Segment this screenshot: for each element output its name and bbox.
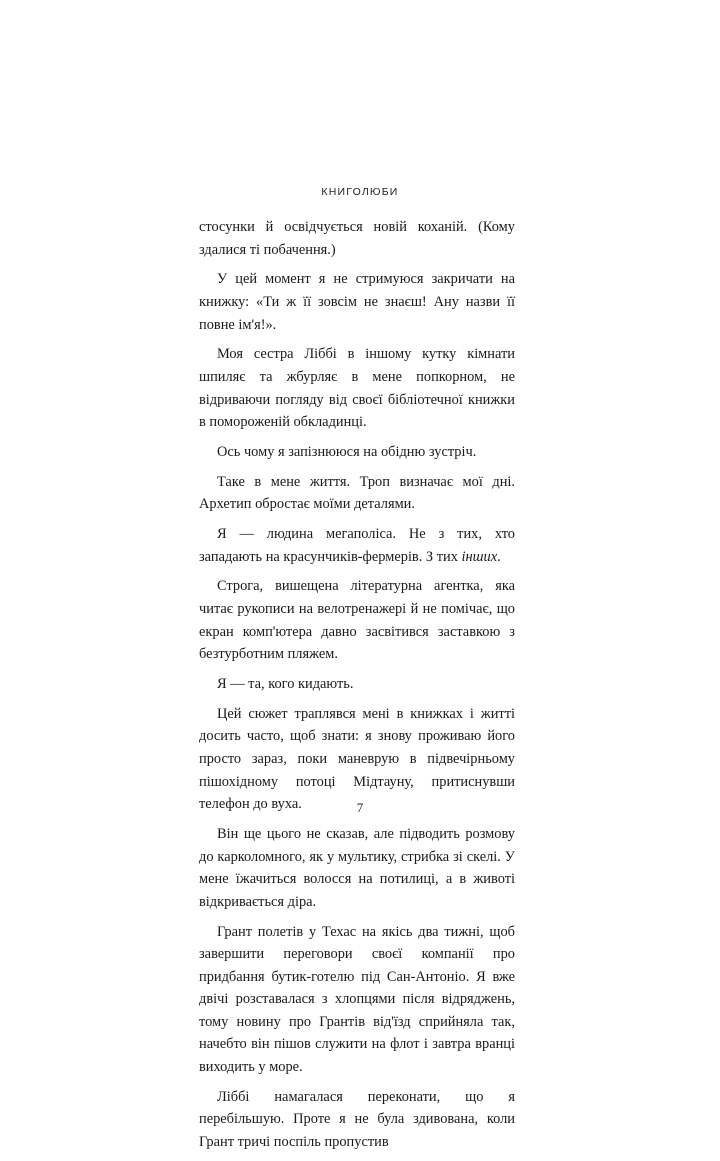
paragraph-7: Строга, вишещена літературна агентка, яка читає рукописи на велотренажері й не помічає, що екран комп'ютера давно засвітився заставкою з безтурботним пляжем. [199,578,515,663]
body-text [199,216,515,1161]
running-head: КНИГОЛЮБИ [321,186,399,198]
paragraph-10: Він ще цього не сказав, але підводить розмову до карколомного, як у мультику, стрибка зі скелі. У мене їжачиться волосся на потилиці, а в животі відкривається діра. [199,825,515,910]
paragraph-3: Моя сестра Ліббі в іншому кутку кімнати шпиляє та жбурляє в мене попкорном, не відриваючи погляду від своєї бібліотечної книжки в помороженій обкладинці. [199,346,515,431]
paragraph-8: Я — та, кого кидають. [217,676,354,692]
paragraph-5: Таке в мене життя. Троп визначає мої дні. Архетип обростає моїми деталями. [199,473,515,513]
paragraph-6 [199,523,515,568]
paragraph-1: стосунки й освідчується новій коханій. (Кому здалися ті побачення.) [199,219,515,258]
paragraph-6-end: . [497,548,501,565]
paragraph-12: Ліббі намагалася переконати, що я перебільшую. Проте я не була здивована, коли Грант тричі поспіль пропустив [199,1088,515,1151]
paragraph-6-emphasis: інших [461,548,498,565]
paragraph-2: У цей момент я не стримуюся закричати на книжку: «Ти ж її зовсім не знаєш! Ану назви її повне ім'я!». [199,271,515,333]
paragraph-4: Ось чому я запізнююся на обідню зустріч. [217,443,477,460]
paragraph-9: Цей сюжет траплявся мені в книжках і житті досить часто, щоб знати: я знову проживаю його просто зараз, поки маневрую в підвечірньому пішохідному потоці Мідтауну, притиснувши телефон до вуха. [199,705,515,813]
paragraph-11: Грант полетів у Техас на якісь два тижні, щоб завершити переговори своєї компанії про придбання бутик-готелю під Сан-Антоніо. Я вже двічі розставалася з хлопцями після відряджень, тому новину про Грантів від'їзд сприйняла так, начебто він пішов служити на флот і завтра вранці виходить у море. [199,923,515,1076]
page-number: 7 [356,800,364,815]
paragraph-6-text: Я — людина мегаполіса. Не з тих, хто западають на красунчиків-фермерів. З тих [199,526,515,565]
